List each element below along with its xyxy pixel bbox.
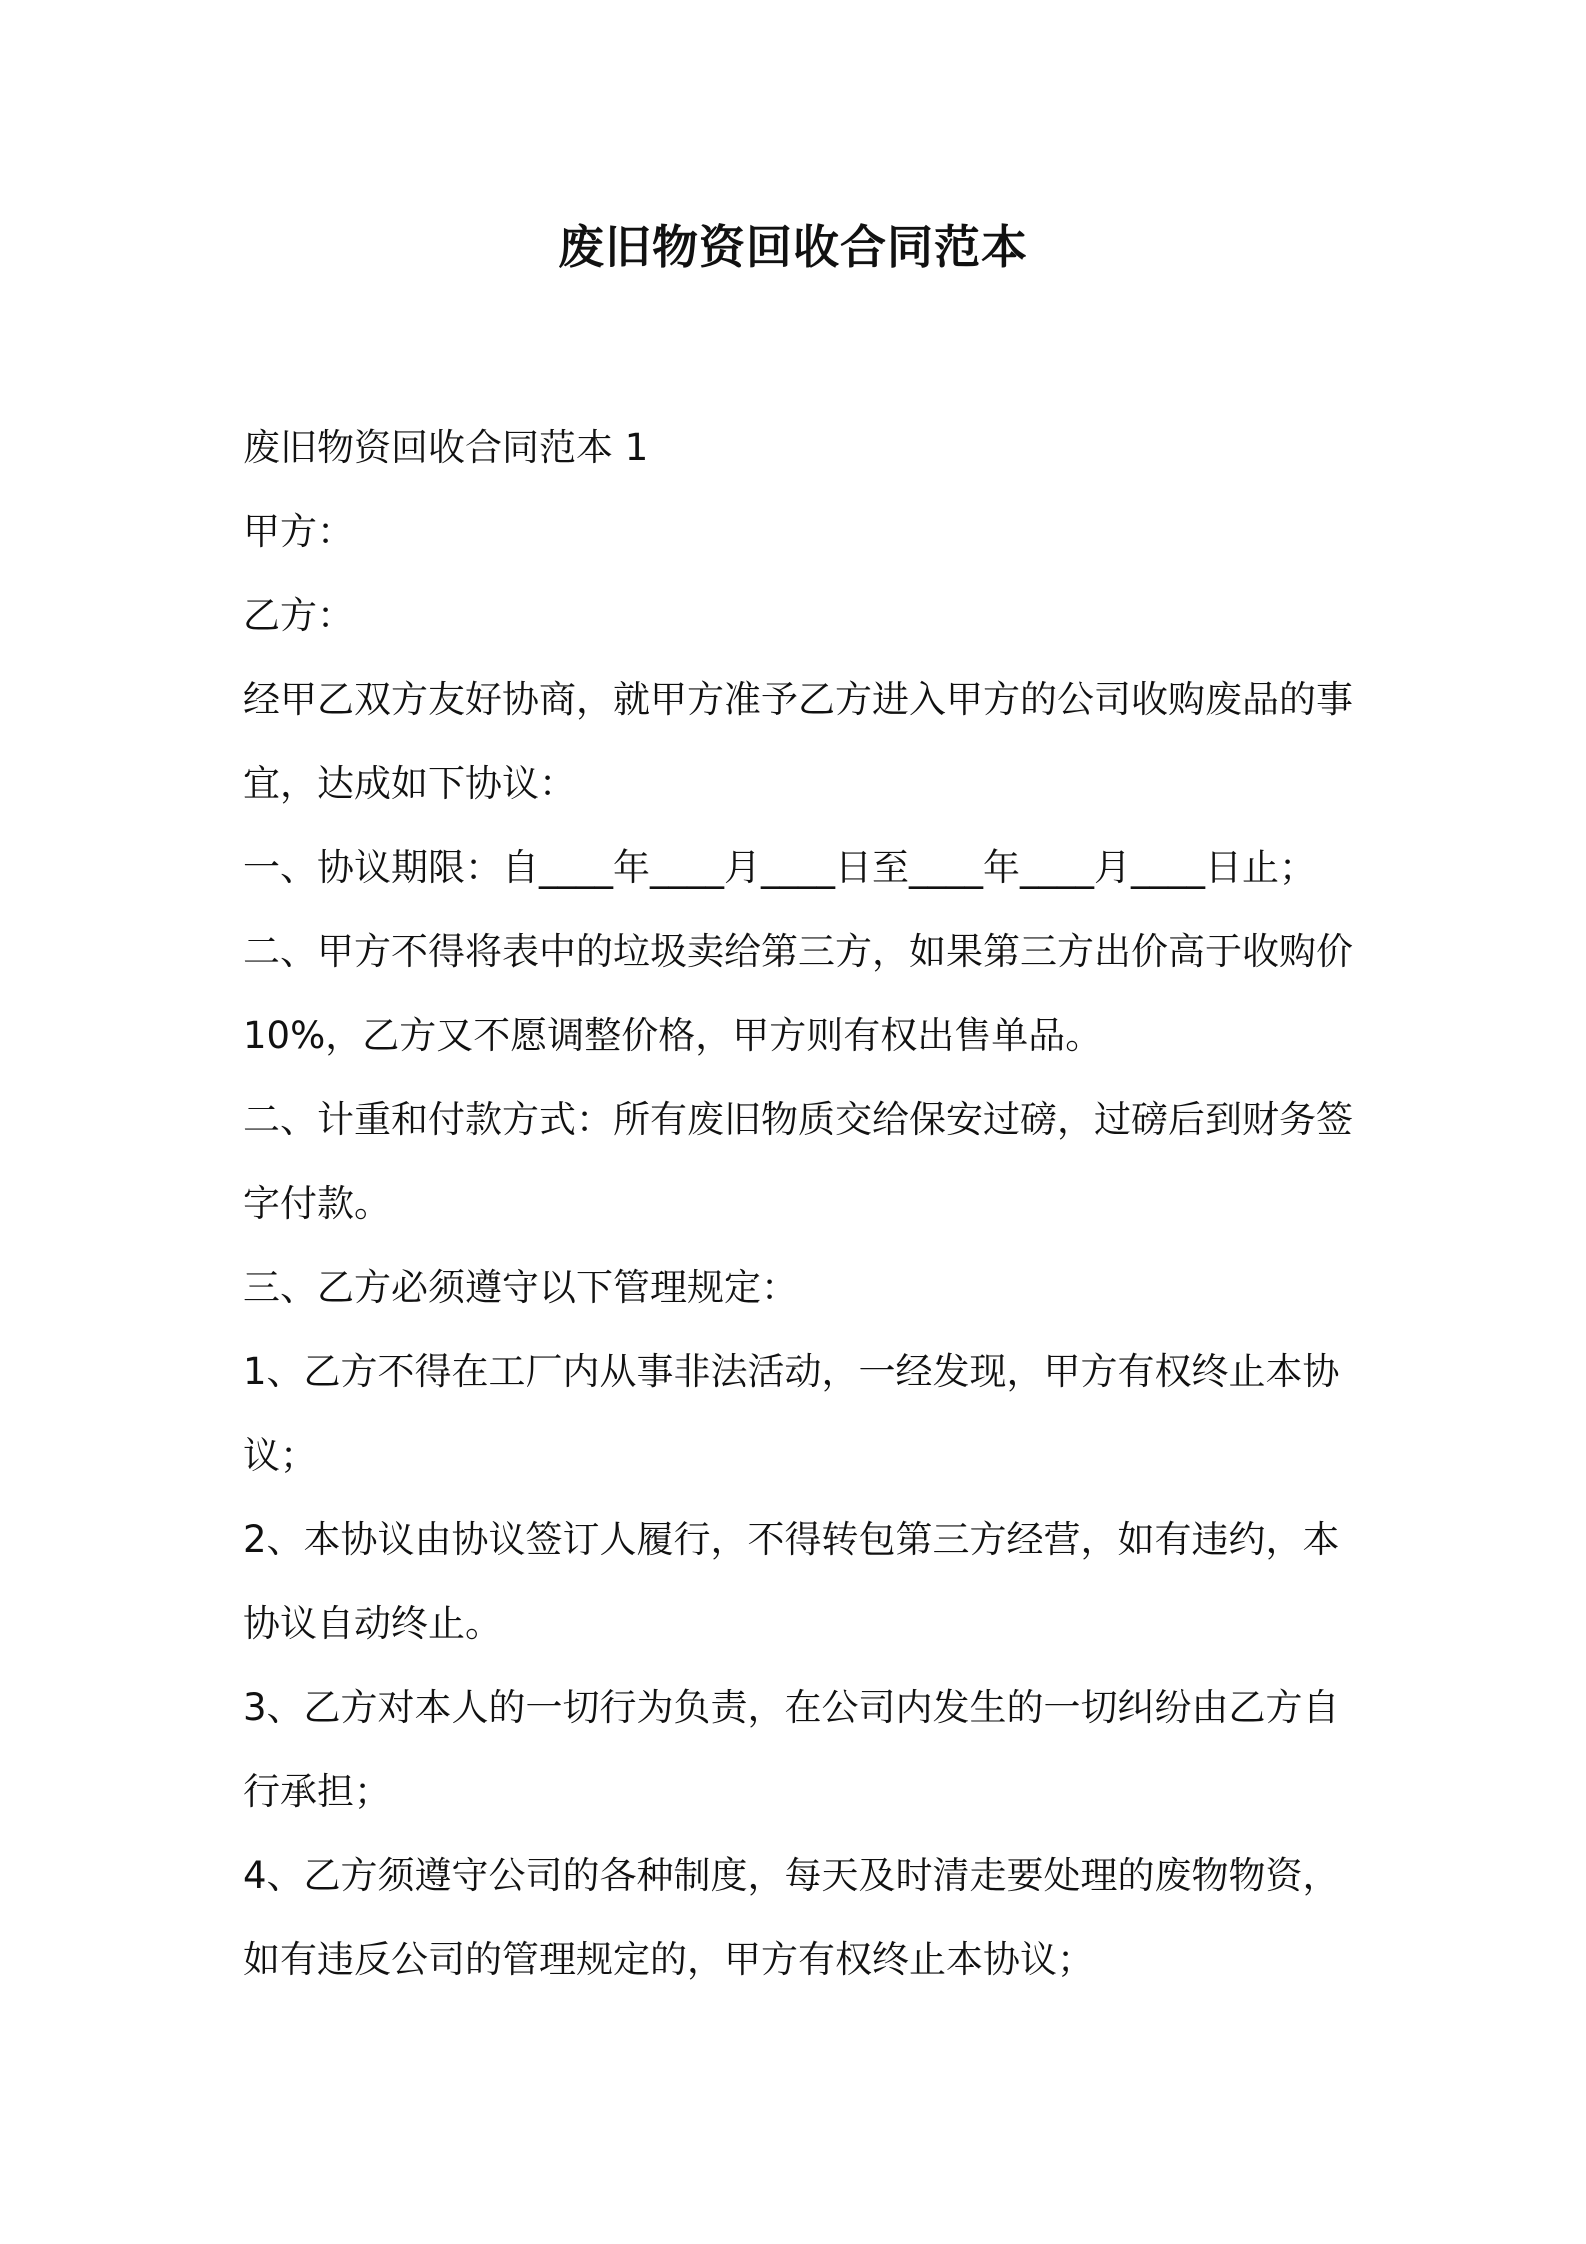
paragraph-line: 10%，乙方又不愿调整价格，甲方则有权出售单品。 (243, 1014, 1103, 1057)
paragraph-line: 议； (243, 1434, 317, 1477)
document-title: 废旧物资回收合同范本 (558, 220, 1028, 274)
document-body (243, 406, 1363, 2002)
section-heading: 废旧物资回收合同范本 1 (243, 426, 649, 469)
paragraph-line: 宜，达成如下协议： (243, 762, 576, 805)
paragraph-line: 二、甲方不得将表中的垃圾卖给第三方，如果第三方出价高于收购价 (243, 930, 1353, 973)
paragraph-line: 2、本协议由协议签订人履行，不得转包第三方经营，如有违约，本 (243, 1518, 1340, 1561)
paragraph-line: 一、协议期限：自____年____月____日至____年____月____日止； (243, 846, 1316, 889)
paragraph-line: 二、计重和付款方式：所有废旧物质交给保安过磅，过磅后到财务签 (243, 1098, 1353, 1141)
paragraph-line: 如有违反公司的管理规定的，甲方有权终止本协议； (243, 1938, 1094, 1981)
paragraph-line: 4、乙方须遵守公司的各种制度，每天及时清走要处理的废物物资， (243, 1854, 1340, 1897)
party-b-line: 乙方： (243, 594, 354, 637)
paragraph-line: 行承担； (243, 1770, 391, 1813)
paragraph-line: 协议自动终止。 (243, 1602, 502, 1645)
paragraph-line: 1、乙方不得在工厂内从事非法活动，一经发现，甲方有权终止本协 (243, 1350, 1340, 1393)
paragraph-line: 三、乙方必须遵守以下管理规定： (243, 1266, 798, 1309)
party-a-line: 甲方： (243, 510, 354, 553)
paragraph-line: 3、乙方对本人的一切行为负责，在公司内发生的一切纠纷由乙方自 (243, 1686, 1340, 1729)
paragraph-line: 经甲乙双方友好协商，就甲方准予乙方进入甲方的公司收购废品的事 (243, 678, 1353, 721)
paragraph-line: 字付款。 (243, 1182, 391, 1225)
